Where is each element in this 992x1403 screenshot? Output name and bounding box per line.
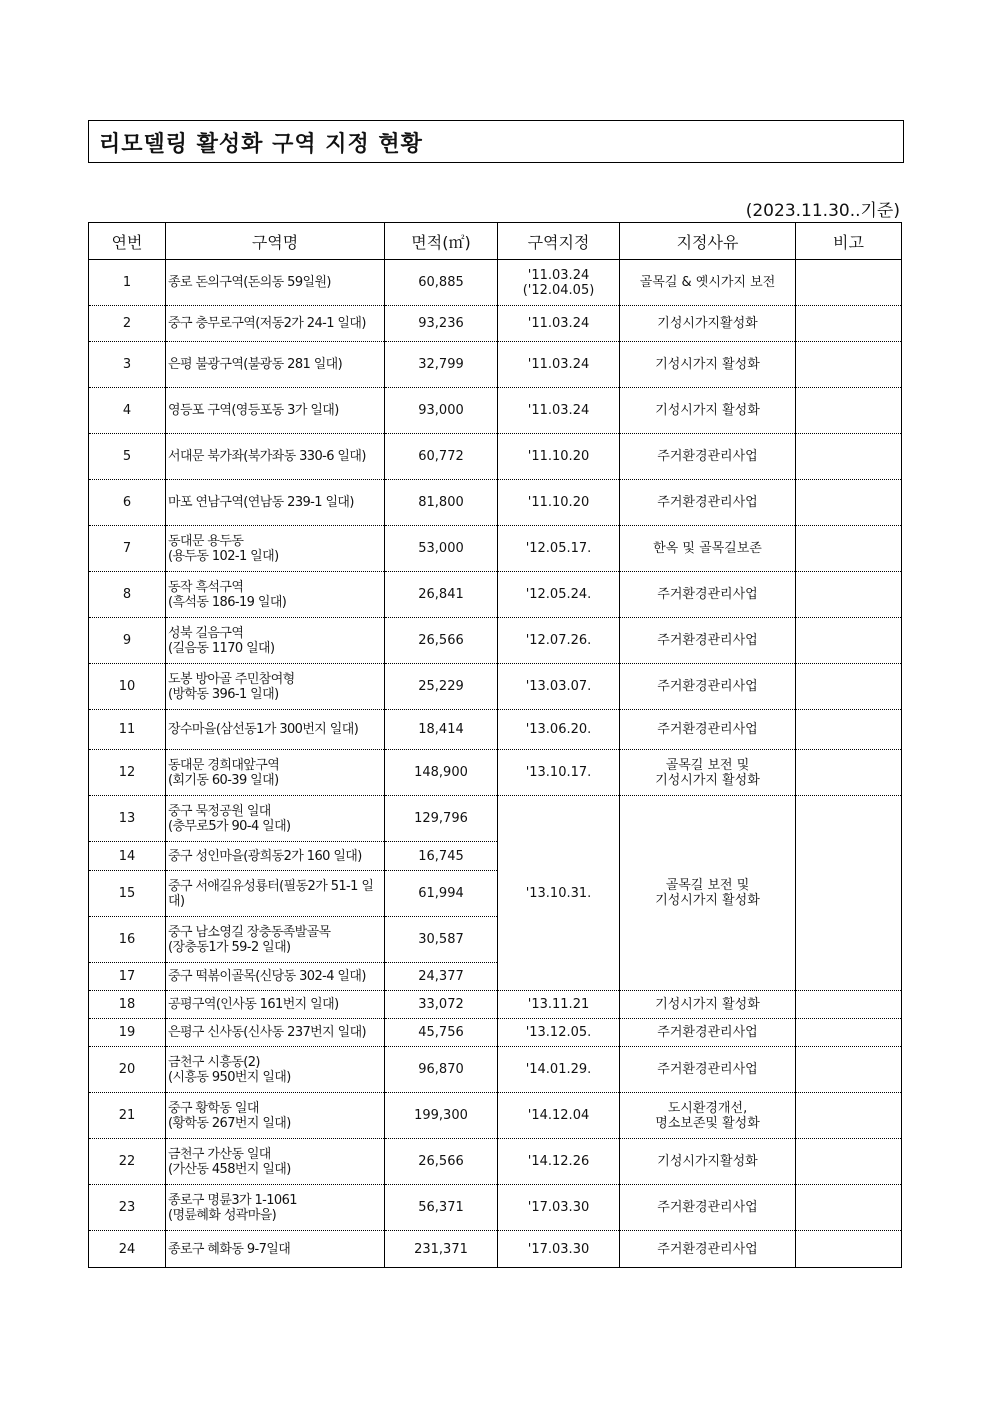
- row-name: 중구 남소영길 장충동족발골목 (장충동1가 59-2 일대): [166, 917, 385, 963]
- header-no: 연번: [89, 223, 166, 260]
- row-area: 81,800: [385, 480, 498, 526]
- row-note: [796, 1185, 902, 1231]
- row-note: [796, 388, 902, 434]
- row-no: 16: [89, 917, 166, 963]
- row-name: 중구 성인마을(광희동2가 160 일대): [166, 842, 385, 871]
- row-name: 성북 길음구역 (길음동 1170 일대): [166, 618, 385, 664]
- row-date: '13.10.17.: [498, 750, 620, 796]
- row-area: 18,414: [385, 710, 498, 750]
- row-no: 23: [89, 1185, 166, 1231]
- row-note: [796, 260, 902, 306]
- header-name: 구역명: [166, 223, 385, 260]
- row-reason: 주거환경관리사업: [620, 710, 796, 750]
- row-note: [796, 572, 902, 618]
- row-name: 종로구 혜화동 9-7일대: [166, 1231, 385, 1268]
- row-reason: 골목길 보전 및 기성시가지 활성화: [620, 796, 796, 991]
- table-row: [89, 306, 902, 342]
- row-no: 14: [89, 842, 166, 871]
- row-note: [796, 434, 902, 480]
- header-reason: 지정사유: [620, 223, 796, 260]
- row-reason: 주거환경관리사업: [620, 618, 796, 664]
- row-reason: 주거환경관리사업: [620, 434, 796, 480]
- row-note: [796, 710, 902, 750]
- row-area: 199,300: [385, 1093, 498, 1139]
- row-area: 26,841: [385, 572, 498, 618]
- row-no: 7: [89, 526, 166, 572]
- table-row: [89, 1139, 902, 1185]
- row-area: 129,796: [385, 796, 498, 842]
- row-name: 동대문 경희대앞구역 (회기동 60-39 일대): [166, 750, 385, 796]
- row-no: 20: [89, 1047, 166, 1093]
- row-no: 11: [89, 710, 166, 750]
- row-reason: 주거환경관리사업: [620, 1185, 796, 1231]
- table-row: [89, 260, 902, 306]
- row-date: '13.10.31.: [498, 796, 620, 991]
- row-name: 장수마을(삼선동1가 300번지 일대): [166, 710, 385, 750]
- row-name: 종로구 명륜3가 1-1061 (명륜혜화 성곽마을): [166, 1185, 385, 1231]
- row-no: 13: [89, 796, 166, 842]
- row-date: '12.05.24.: [498, 572, 620, 618]
- row-area: 25,229: [385, 664, 498, 710]
- row-note: [796, 796, 902, 991]
- row-name: 종로 돈의구역(돈의동 59일원): [166, 260, 385, 306]
- row-area: 61,994: [385, 871, 498, 917]
- table-row: [89, 434, 902, 480]
- row-name: 중구 서애길유성룡터(필동2가 51-1 일대): [166, 871, 385, 917]
- row-area: 60,772: [385, 434, 498, 480]
- row-no: 5: [89, 434, 166, 480]
- row-area: 30,587: [385, 917, 498, 963]
- row-area: 60,885: [385, 260, 498, 306]
- row-area: 33,072: [385, 991, 498, 1019]
- row-area: 93,000: [385, 388, 498, 434]
- row-area: 32,799: [385, 342, 498, 388]
- row-note: [796, 618, 902, 664]
- header-date: 구역지정: [498, 223, 620, 260]
- row-name: 도봉 방아골 주민참여형 (방학동 396-1 일대): [166, 664, 385, 710]
- row-no: 6: [89, 480, 166, 526]
- row-note: [796, 306, 902, 342]
- table-row: [89, 618, 902, 664]
- table-row: [89, 710, 902, 750]
- table-body: [89, 260, 902, 1268]
- table-row: [89, 572, 902, 618]
- basis-date: (2023.11.30..기준): [745, 201, 900, 221]
- row-area: 96,870: [385, 1047, 498, 1093]
- table-row: [89, 750, 902, 796]
- row-date: '11.03.24: [498, 306, 620, 342]
- table-row: [89, 388, 902, 434]
- designation-table: [88, 222, 902, 1268]
- row-reason: 기성시가지 활성화: [620, 991, 796, 1019]
- row-reason: 기성시가지 활성화: [620, 388, 796, 434]
- row-note: [796, 480, 902, 526]
- row-no: 12: [89, 750, 166, 796]
- row-reason: 주거환경관리사업: [620, 572, 796, 618]
- table-row: [89, 1093, 902, 1139]
- row-date: '14.12.26: [498, 1139, 620, 1185]
- row-name: 영등포 구역(영등포동 3가 일대): [166, 388, 385, 434]
- row-note: [796, 750, 902, 796]
- row-reason: 주거환경관리사업: [620, 1231, 796, 1268]
- row-name: 중구 황학동 일대 (황학동 267번지 일대): [166, 1093, 385, 1139]
- row-no: 9: [89, 618, 166, 664]
- row-note: [796, 664, 902, 710]
- row-area: 148,900: [385, 750, 498, 796]
- row-date: '13.06.20.: [498, 710, 620, 750]
- row-reason: 주거환경관리사업: [620, 1047, 796, 1093]
- row-no: 10: [89, 664, 166, 710]
- row-area: 26,566: [385, 618, 498, 664]
- row-date: '14.01.29.: [498, 1047, 620, 1093]
- row-date: '17.03.30: [498, 1231, 620, 1268]
- row-no: 8: [89, 572, 166, 618]
- table-row: [89, 1019, 902, 1047]
- row-reason: 골목길 보전 및 기성시가지 활성화: [620, 750, 796, 796]
- table-row: [89, 1047, 902, 1093]
- page-title: 리모델링 활성화 구역 지정 현황: [99, 132, 423, 157]
- table-row: [89, 991, 902, 1019]
- row-date: '12.07.26.: [498, 618, 620, 664]
- row-note: [796, 1019, 902, 1047]
- row-reason: 주거환경관리사업: [620, 480, 796, 526]
- row-date: '12.05.17.: [498, 526, 620, 572]
- table-row: [89, 796, 902, 842]
- row-name: 은평구 신사동(신사동 237번지 일대): [166, 1019, 385, 1047]
- row-reason: 주거환경관리사업: [620, 664, 796, 710]
- table-row: [89, 480, 902, 526]
- row-area: 45,756: [385, 1019, 498, 1047]
- row-name: 금천구 시흥동(2) (시흥동 950번지 일대): [166, 1047, 385, 1093]
- row-date: '13.12.05.: [498, 1019, 620, 1047]
- row-date: '13.11.21: [498, 991, 620, 1019]
- row-name: 서대문 북가좌(북가좌동 330-6 일대): [166, 434, 385, 480]
- row-no: 21: [89, 1093, 166, 1139]
- row-date: '11.03.24 ('12.04.05): [498, 260, 620, 306]
- row-no: 4: [89, 388, 166, 434]
- row-name: 마포 연남구역(연남동 239-1 일대): [166, 480, 385, 526]
- row-name: 동대문 용두동 (용두동 102-1 일대): [166, 526, 385, 572]
- row-note: [796, 1047, 902, 1093]
- row-name: 공평구역(인사동 161번지 일대): [166, 991, 385, 1019]
- row-reason: 골목길 & 옛시가지 보전: [620, 260, 796, 306]
- header-area: 면적(㎡): [385, 223, 498, 260]
- row-no: 24: [89, 1231, 166, 1268]
- row-area: 16,745: [385, 842, 498, 871]
- row-reason: 기성시가지활성화: [620, 306, 796, 342]
- row-note: [796, 1093, 902, 1139]
- row-no: 19: [89, 1019, 166, 1047]
- row-reason: 기성시가지활성화: [620, 1139, 796, 1185]
- row-name: 중구 묵정공원 일대 (충무로5가 90-4 일대): [166, 796, 385, 842]
- row-date: '13.03.07.: [498, 664, 620, 710]
- row-no: 2: [89, 306, 166, 342]
- row-reason: 기성시가지 활성화: [620, 342, 796, 388]
- table-row: [89, 1185, 902, 1231]
- row-no: 22: [89, 1139, 166, 1185]
- table-row: [89, 342, 902, 388]
- row-no: 1: [89, 260, 166, 306]
- row-area: 53,000: [385, 526, 498, 572]
- row-area: 24,377: [385, 963, 498, 991]
- row-note: [796, 1139, 902, 1185]
- row-reason: 주거환경관리사업: [620, 1019, 796, 1047]
- row-no: 3: [89, 342, 166, 388]
- header-row: [89, 223, 902, 260]
- row-no: 15: [89, 871, 166, 917]
- row-name: 금천구 가산동 일대 (가산동 458번지 일대): [166, 1139, 385, 1185]
- row-date: '11.10.20: [498, 434, 620, 480]
- row-name: 중구 충무로구역(저동2가 24-1 일대): [166, 306, 385, 342]
- row-date: '11.03.24: [498, 388, 620, 434]
- table-row: [89, 526, 902, 572]
- row-reason: 도시환경개선, 명소보존및 활성화: [620, 1093, 796, 1139]
- row-date: '14.12.04: [498, 1093, 620, 1139]
- row-name: 동작 흑석구역 (흑석동 186-19 일대): [166, 572, 385, 618]
- row-date: '11.03.24: [498, 342, 620, 388]
- row-note: [796, 342, 902, 388]
- row-note: [796, 1231, 902, 1268]
- row-area: 56,371: [385, 1185, 498, 1231]
- row-reason: 한옥 및 골목길보존: [620, 526, 796, 572]
- table-row: [89, 664, 902, 710]
- row-area: 231,371: [385, 1231, 498, 1268]
- row-date: '11.10.20: [498, 480, 620, 526]
- header-note: 비고: [796, 223, 902, 260]
- row-area: 93,236: [385, 306, 498, 342]
- title-box: [88, 120, 904, 163]
- row-note: [796, 991, 902, 1019]
- row-area: 26,566: [385, 1139, 498, 1185]
- row-date: '17.03.30: [498, 1185, 620, 1231]
- row-no: 18: [89, 991, 166, 1019]
- table-row: [89, 1231, 902, 1268]
- row-note: [796, 526, 902, 572]
- row-name: 중구 떡볶이골목(신당동 302-4 일대): [166, 963, 385, 991]
- row-name: 은평 불광구역(불광동 281 일대): [166, 342, 385, 388]
- row-no: 17: [89, 963, 166, 991]
